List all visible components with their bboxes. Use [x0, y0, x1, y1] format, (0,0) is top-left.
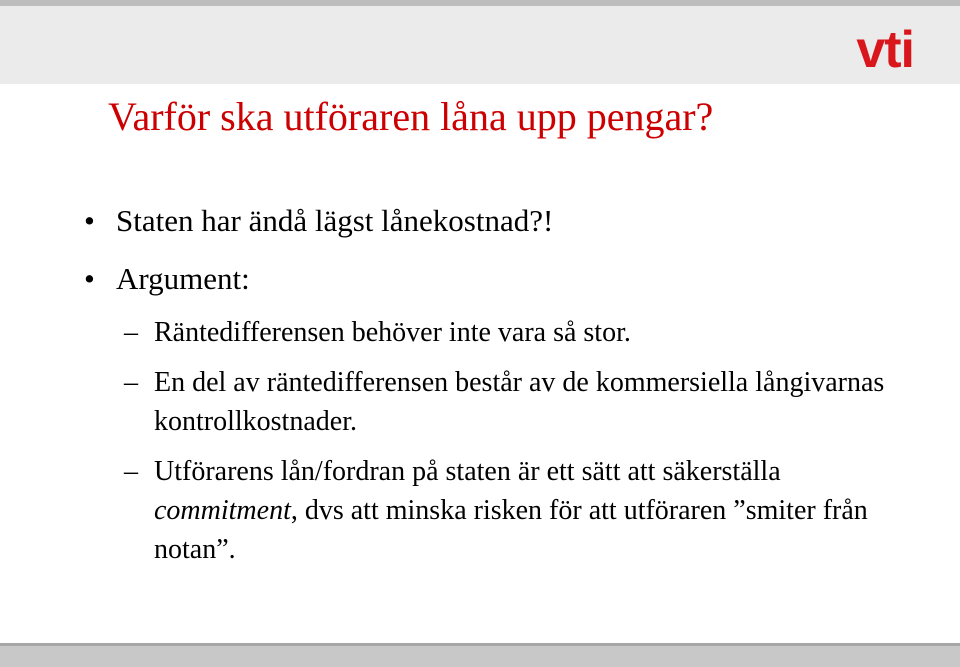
sub-bullet-text-before: Utförarens lån/fordran på staten är ett sätt att säkerställa — [154, 456, 781, 487]
dash-marker: – — [124, 317, 138, 348]
sub-bullet-item — [124, 313, 924, 352]
bullet-item — [84, 261, 250, 297]
sub-bullet-item — [124, 363, 924, 441]
footer-band — [0, 643, 960, 667]
emphasis-commitment: commitment — [154, 495, 291, 526]
sub-bullet-text: Räntedifferensen behöver inte vara så stor. — [154, 317, 631, 348]
dash-marker: – — [124, 367, 138, 398]
sub-bullet-item — [124, 452, 924, 569]
bullet-marker: • — [84, 261, 95, 296]
header-band — [0, 0, 960, 84]
bullet-marker: • — [84, 203, 95, 238]
bullet-text: Staten har ändå lägst lånekostnad?! — [116, 203, 554, 238]
dash-marker: – — [124, 456, 138, 487]
bullet-item — [84, 203, 553, 239]
sub-bullet-text — [124, 452, 924, 569]
bullet-text: Argument: — [116, 261, 250, 296]
sub-bullet-text-after: , dvs att minska risken för att utföraren ”smiter från notan”. — [154, 495, 868, 565]
slide-title: Varför ska utföraren låna upp pengar? — [108, 94, 714, 139]
sub-bullet-text: En del av räntedifferensen består av de kommersiella långivarnas kontrollkostnader. — [154, 367, 885, 437]
vti-logo: vti — [856, 21, 914, 79]
